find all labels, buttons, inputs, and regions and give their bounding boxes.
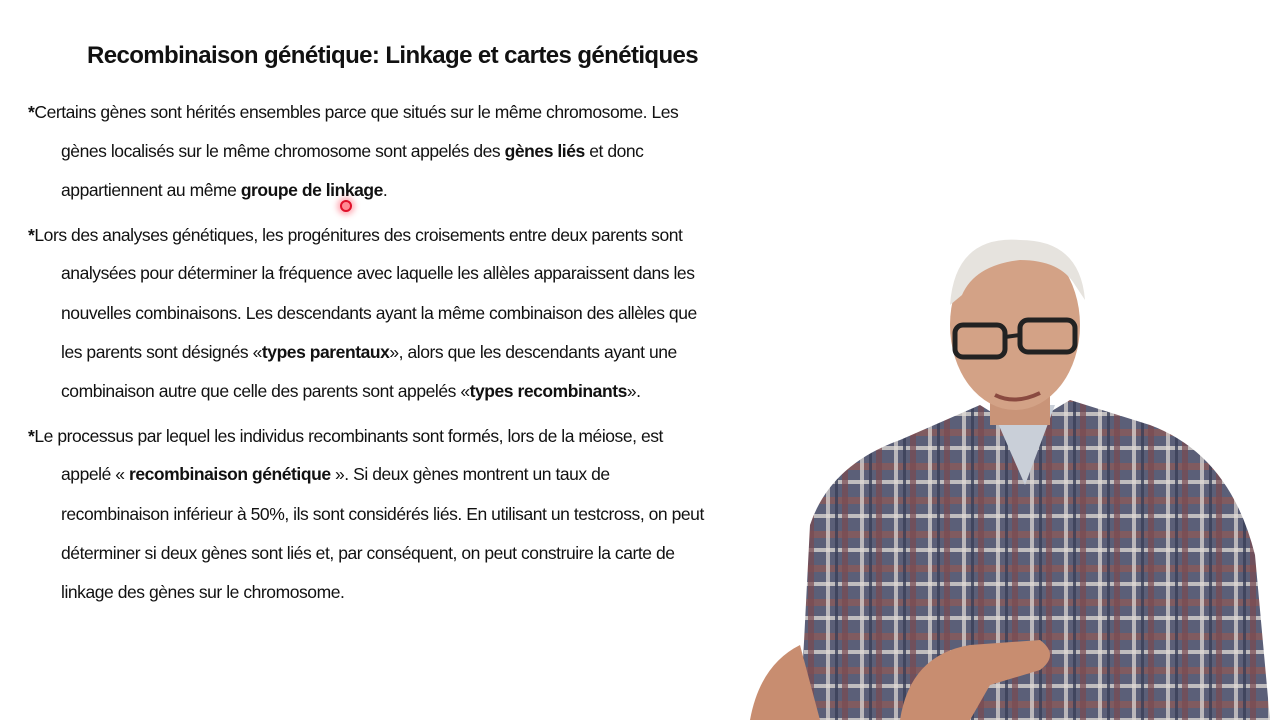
bold-term: gènes liés [504,141,585,161]
bold-term: * [28,426,35,446]
text-segment: ». [626,381,641,401]
paragraph-2-line [28,224,682,246]
text-segment: Lors des analyses génétiques, les progénitures des croisements entre deux parents sont [34,225,683,245]
paragraph-1-line [28,101,678,123]
text-segment: analysées pour déterminer la fréquence avec laquelle les allèles apparaissent dans les [61,263,695,283]
slide-title: Recombinaison génétique: Linkage et cartes génétiques [87,42,699,69]
text-segment: Le processus par lequel les individus recombinants sont formés, lors de la méiose, est [34,426,663,446]
presenter-head [950,240,1085,425]
paragraph-3-line [61,581,344,603]
presenter-shirt [800,400,1270,720]
bold-term: * [28,225,35,245]
paragraph-2-line [61,341,677,363]
text-segment: Certains gènes sont hérités ensembles parce que situés sur le même chromosome. Les [34,102,679,122]
text-segment: appelé « [61,464,129,484]
presenter-video [740,225,1280,720]
paragraph-3-line [61,503,704,525]
bold-term: groupe de linkage [240,180,383,200]
text-segment: les parents sont désignés « [61,342,262,362]
paragraph-2-line [61,262,695,284]
text-segment: nouvelles combinaisons. Les descendants ayant la même combinaison des allèles que [61,303,697,323]
text-segment: appartiennent au même [61,180,241,200]
bold-term: types recombinants [469,381,627,401]
paragraph-1-line [61,179,387,201]
paragraph-2-line [61,380,641,402]
laser-pointer [340,200,352,212]
paragraph-3-line [61,542,675,564]
text-segment: combinaison autre que celle des parents sont appelés « [61,381,470,401]
text-segment: recombinaison inférieur à 50%, ils sont considérés liés. En utilisant un testcross, on peut [61,504,704,524]
text-segment: linkage des gènes sur le chromosome. [61,582,345,602]
bold-term: recombinaison génétique [128,464,331,484]
paragraph-3-line [28,425,663,447]
text-segment: ». Si deux gènes montrent un taux de [330,464,610,484]
paragraph-1-line [61,140,643,162]
text-segment: . [382,180,388,200]
bold-term: * [28,102,35,122]
text-segment: gènes localisés sur le même chromosome sont appelés des [61,141,505,161]
paragraph-2-line [61,302,697,324]
paragraph-3-line [61,463,610,485]
text-segment: et donc [584,141,644,161]
bold-term: types parentaux [261,342,390,362]
text-segment: », alors que les descendants ayant une [389,342,677,362]
text-segment: déterminer si deux gènes sont liés et, par conséquent, on peut construire la carte de [61,543,675,563]
